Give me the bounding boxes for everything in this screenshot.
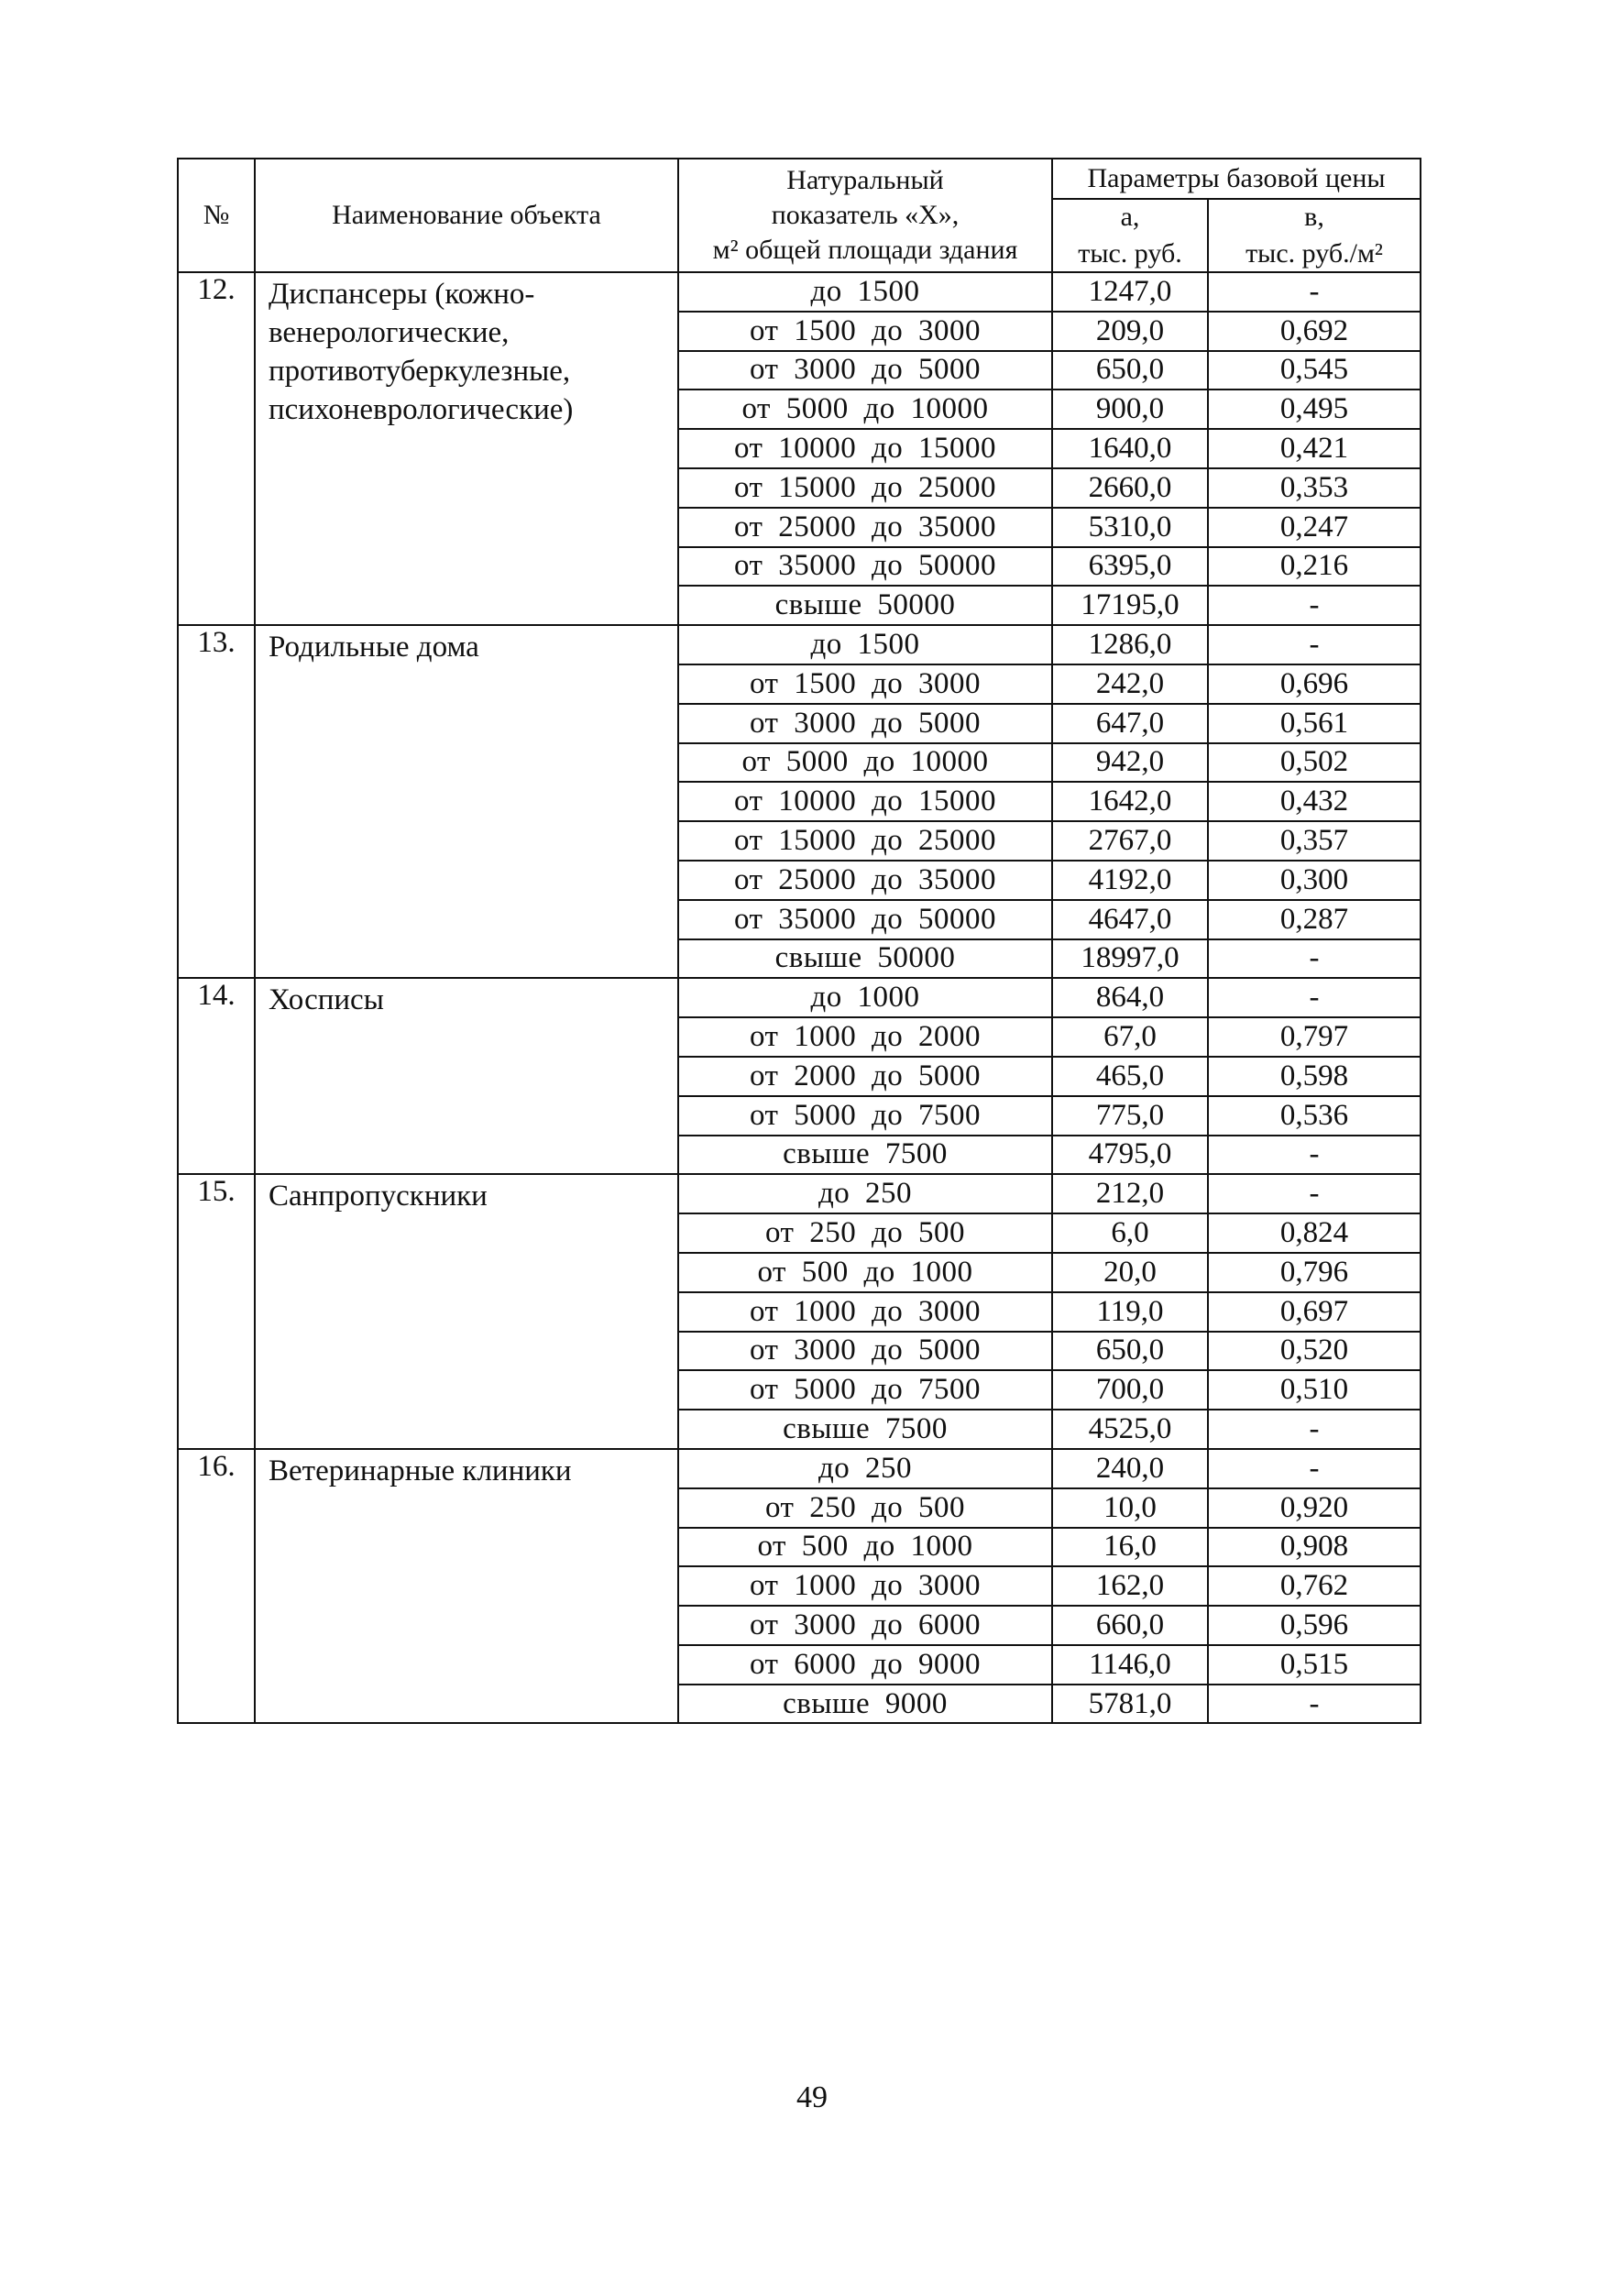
value-b-cell: 0,796 [1208, 1253, 1421, 1292]
value-b-cell: - [1208, 978, 1421, 1017]
range-cell: до 250 [678, 1174, 1052, 1213]
range-cell: от 1000 до 3000 [678, 1566, 1052, 1606]
group-number: 15. [178, 1174, 255, 1449]
value-b-cell: 0,421 [1208, 429, 1421, 468]
value-a-cell: 6395,0 [1052, 547, 1208, 587]
table-row [178, 1449, 1421, 1488]
group-number: 14. [178, 978, 255, 1174]
value-b-cell: 0,561 [1208, 704, 1421, 743]
value-b-cell: 0,502 [1208, 743, 1421, 783]
table-row [178, 625, 1421, 664]
value-a-cell: 16,0 [1052, 1528, 1208, 1567]
header-a-line1: а, [1120, 202, 1140, 232]
range-cell: до 1000 [678, 978, 1052, 1017]
range-cell: от 10000 до 15000 [678, 429, 1052, 468]
value-b-cell: 0,545 [1208, 351, 1421, 390]
value-a-cell: 10,0 [1052, 1488, 1208, 1528]
range-cell: от 1000 до 3000 [678, 1292, 1052, 1332]
value-b-cell: 0,520 [1208, 1332, 1421, 1371]
table-body [178, 272, 1421, 1723]
value-b-cell: - [1208, 586, 1421, 625]
header-num: № [178, 159, 255, 272]
value-b-cell: 0,692 [1208, 312, 1421, 351]
header-base-price: Параметры базовой цены [1052, 159, 1421, 199]
header-indicator-line1: Натуральный [786, 165, 944, 195]
range-cell: от 1000 до 2000 [678, 1017, 1052, 1057]
price-table [177, 158, 1421, 1724]
value-b-cell: - [1208, 1410, 1421, 1449]
value-a-cell: 18997,0 [1052, 939, 1208, 979]
group-name: Родильные дома [255, 625, 678, 978]
header-name: Наименование объекта [255, 159, 678, 272]
header-indicator [678, 159, 1052, 272]
range-cell: от 500 до 1000 [678, 1528, 1052, 1567]
value-a-cell: 212,0 [1052, 1174, 1208, 1213]
header-b-line1: в, [1304, 202, 1324, 232]
header-b [1208, 199, 1421, 272]
range-cell: от 5000 до 10000 [678, 743, 1052, 783]
range-cell: от 3000 до 5000 [678, 351, 1052, 390]
value-a-cell: 1146,0 [1052, 1645, 1208, 1685]
range-cell: от 3000 до 5000 [678, 1332, 1052, 1371]
header-indicator-line3: м² общей площади здания [712, 235, 1018, 265]
value-b-cell: - [1208, 1136, 1421, 1175]
value-a-cell: 242,0 [1052, 664, 1208, 704]
value-b-cell: 0,515 [1208, 1645, 1421, 1685]
range-cell: от 1500 до 3000 [678, 312, 1052, 351]
value-b-cell: 0,598 [1208, 1057, 1421, 1096]
table-row [178, 272, 1421, 312]
range-cell: свыше 7500 [678, 1410, 1052, 1449]
value-a-cell: 4192,0 [1052, 861, 1208, 900]
range-cell: свыше 50000 [678, 939, 1052, 979]
value-b-cell: 0,216 [1208, 547, 1421, 587]
value-a-cell: 1640,0 [1052, 429, 1208, 468]
range-cell: от 15000 до 25000 [678, 821, 1052, 861]
value-a-cell: 775,0 [1052, 1096, 1208, 1136]
value-b-cell: - [1208, 272, 1421, 312]
value-b-cell: 0,697 [1208, 1292, 1421, 1332]
group-name: Диспансеры (кожно-венерологические, противотуберкулезные, психоневрологические) [255, 272, 678, 625]
value-a-cell: 650,0 [1052, 1332, 1208, 1371]
value-a-cell: 4647,0 [1052, 900, 1208, 939]
range-cell: от 250 до 500 [678, 1213, 1052, 1253]
value-a-cell: 5781,0 [1052, 1685, 1208, 1724]
value-b-cell: 0,432 [1208, 782, 1421, 821]
range-cell: до 250 [678, 1449, 1052, 1488]
table-header [178, 159, 1421, 272]
value-b-cell: 0,908 [1208, 1528, 1421, 1567]
value-a-cell: 864,0 [1052, 978, 1208, 1017]
range-cell: от 25000 до 35000 [678, 861, 1052, 900]
header-b-line2: тыс. руб./м² [1245, 238, 1383, 269]
value-b-cell: 0,920 [1208, 1488, 1421, 1528]
value-b-cell: 0,300 [1208, 861, 1421, 900]
header-a-line2: тыс. руб. [1078, 238, 1182, 269]
value-a-cell: 209,0 [1052, 312, 1208, 351]
value-a-cell: 1642,0 [1052, 782, 1208, 821]
range-cell: от 1500 до 3000 [678, 664, 1052, 704]
value-b-cell: 0,510 [1208, 1370, 1421, 1410]
range-cell: до 1500 [678, 625, 1052, 664]
range-cell: от 10000 до 15000 [678, 782, 1052, 821]
range-cell: от 5000 до 10000 [678, 390, 1052, 429]
header-a [1052, 199, 1208, 272]
range-cell: от 5000 до 7500 [678, 1096, 1052, 1136]
value-a-cell: 1247,0 [1052, 272, 1208, 312]
page-number: 49 [796, 2080, 828, 2114]
value-a-cell: 162,0 [1052, 1566, 1208, 1606]
value-b-cell: 0,824 [1208, 1213, 1421, 1253]
value-b-cell: 0,357 [1208, 821, 1421, 861]
value-a-cell: 6,0 [1052, 1213, 1208, 1253]
value-b-cell: 0,495 [1208, 390, 1421, 429]
group-number: 12. [178, 272, 255, 625]
table-row [178, 978, 1421, 1017]
range-cell: от 3000 до 5000 [678, 704, 1052, 743]
value-a-cell: 67,0 [1052, 1017, 1208, 1057]
range-cell: от 35000 до 50000 [678, 900, 1052, 939]
value-a-cell: 4795,0 [1052, 1136, 1208, 1175]
range-cell: от 2000 до 5000 [678, 1057, 1052, 1096]
value-b-cell: 0,353 [1208, 468, 1421, 508]
value-a-cell: 900,0 [1052, 390, 1208, 429]
group-name: Ветеринарные клиники [255, 1449, 678, 1724]
range-cell: от 25000 до 35000 [678, 508, 1052, 547]
range-cell: свыше 7500 [678, 1136, 1052, 1175]
value-a-cell: 647,0 [1052, 704, 1208, 743]
value-b-cell: - [1208, 1174, 1421, 1213]
range-cell: до 1500 [678, 272, 1052, 312]
value-b-cell: 0,287 [1208, 900, 1421, 939]
value-a-cell: 660,0 [1052, 1606, 1208, 1645]
header-indicator-line2: показатель «Х», [771, 200, 960, 230]
group-number: 13. [178, 625, 255, 978]
range-cell: от 35000 до 50000 [678, 547, 1052, 587]
group-number: 16. [178, 1449, 255, 1724]
range-cell: свыше 9000 [678, 1685, 1052, 1724]
range-cell: от 250 до 500 [678, 1488, 1052, 1528]
value-b-cell: - [1208, 625, 1421, 664]
value-b-cell: - [1208, 939, 1421, 979]
value-a-cell: 942,0 [1052, 743, 1208, 783]
value-a-cell: 5310,0 [1052, 508, 1208, 547]
value-b-cell: - [1208, 1449, 1421, 1488]
value-a-cell: 2660,0 [1052, 468, 1208, 508]
range-cell: от 5000 до 7500 [678, 1370, 1052, 1410]
value-a-cell: 240,0 [1052, 1449, 1208, 1488]
value-a-cell: 2767,0 [1052, 821, 1208, 861]
range-cell: от 6000 до 9000 [678, 1645, 1052, 1685]
value-b-cell: 0,596 [1208, 1606, 1421, 1645]
value-a-cell: 119,0 [1052, 1292, 1208, 1332]
value-a-cell: 465,0 [1052, 1057, 1208, 1096]
value-a-cell: 20,0 [1052, 1253, 1208, 1292]
value-b-cell: 0,797 [1208, 1017, 1421, 1057]
value-b-cell: 0,762 [1208, 1566, 1421, 1606]
table-row [178, 1174, 1421, 1213]
value-b-cell: 0,247 [1208, 508, 1421, 547]
range-cell: от 3000 до 6000 [678, 1606, 1052, 1645]
value-a-cell: 1286,0 [1052, 625, 1208, 664]
value-a-cell: 650,0 [1052, 351, 1208, 390]
value-a-cell: 17195,0 [1052, 586, 1208, 625]
group-name: Хосписы [255, 978, 678, 1174]
range-cell: от 15000 до 25000 [678, 468, 1052, 508]
range-cell: свыше 50000 [678, 586, 1052, 625]
value-b-cell: 0,536 [1208, 1096, 1421, 1136]
value-a-cell: 4525,0 [1052, 1410, 1208, 1449]
value-b-cell: - [1208, 1685, 1421, 1724]
range-cell: от 500 до 1000 [678, 1253, 1052, 1292]
group-name: Санпропускники [255, 1174, 678, 1449]
value-a-cell: 700,0 [1052, 1370, 1208, 1410]
value-b-cell: 0,696 [1208, 664, 1421, 704]
